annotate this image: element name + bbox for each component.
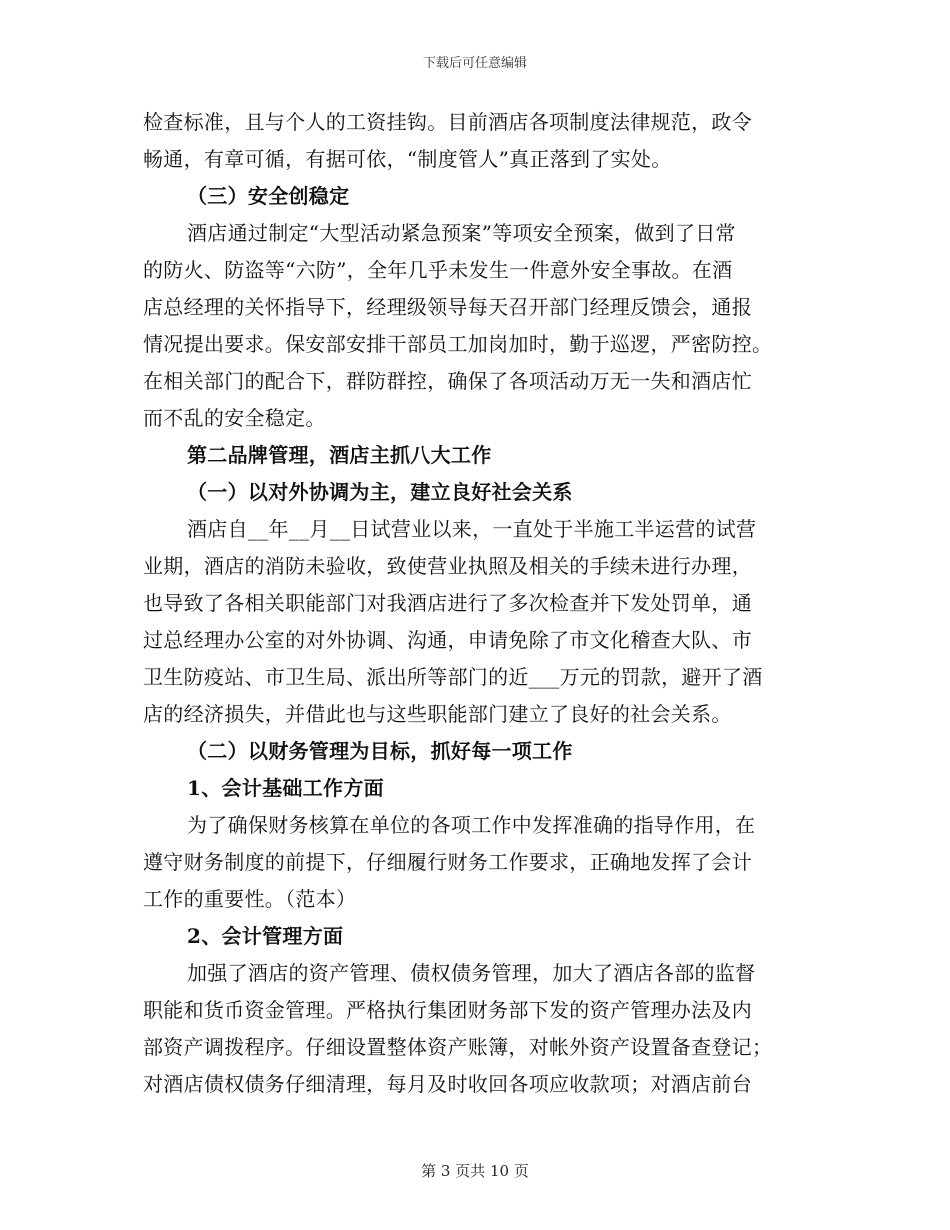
text-line: 情况提出要求。保安部安排干部员工加岗加时，勤于巡逻，严密防控。 xyxy=(143,332,773,356)
text-line: 酒店通过制定“大型活动紧急预案”等项安全预案，做到了日常 xyxy=(187,221,736,245)
text-line: 畅通，有章可循，有据可依，“制度管人”真正落到了实处。 xyxy=(143,147,672,171)
text-line: 为了确保财务核算在单位的各项工作中发挥准确的指导作用，在 xyxy=(187,813,756,837)
text-line: 在相关部门的配合下，群防群控，确保了各项活动万无一失和酒店忙 xyxy=(143,369,752,393)
section-heading: 2、会计管理方面 xyxy=(187,924,344,948)
section-heading: （二）以财务管理为目标，抓好每一项工作 xyxy=(187,739,573,763)
section-heading: 第二品牌管理，酒店主抓八大工作 xyxy=(187,443,492,467)
text-line: 检查标准，且与个人的工资挂钩。目前酒店各项制度法律规范，政令 xyxy=(143,110,752,134)
text-line: 加强了酒店的资产管理、债权债务管理，加大了酒店各部的监督 xyxy=(187,961,756,985)
section-heading: 1、会计基础工作方面 xyxy=(187,776,384,800)
section-heading: （一）以对外协调为主，建立良好社会关系 xyxy=(187,480,573,504)
text-line: 店总经理的关怀指导下，经理级领导每天召开部门经理反馈会，通报 xyxy=(143,295,752,319)
text-line: 工作的重要性。（范本） xyxy=(143,887,357,911)
text-line: 业期，酒店的消防未验收，致使营业执照及相关的手续未进行办理， xyxy=(143,554,752,578)
text-line: 的防火、防盗等“六防”，全年几乎未发生一件意外安全事故。在酒 xyxy=(143,258,733,282)
text-line: 过总经理办公室的对外协调、沟通，申请免除了市文化稽查大队、市 xyxy=(143,628,752,652)
text-line: 卫生防疫站、市卫生局、派出所等部门的近___万元的罚款，避开了酒 xyxy=(143,665,763,689)
text-line: 店的经济损失，并借此也与这些职能部门建立了良好的社会关系。 xyxy=(143,702,732,726)
section-heading: （三）安全创稳定 xyxy=(187,184,350,208)
page-footer: 第 3 页共 10 页 xyxy=(421,1162,529,1180)
text-line: 部资产调拨程序。仔细设置整体资产账簿，对帐外资产设置备查登记； xyxy=(143,1035,773,1059)
page-header: 下载后可任意编辑 xyxy=(422,56,527,71)
document-body xyxy=(143,104,807,1103)
text-line: 遵守财务制度的前提下，仔细履行财务工作要求，正确地发挥了会计 xyxy=(143,850,752,874)
text-line: 酒店自__年__月__日试营业以来，一直处于半施工半运营的试营 xyxy=(187,517,757,541)
text-line: 对酒店债权债务仔细清理，每月及时收回各项应收款项；对酒店前台 xyxy=(143,1072,752,1096)
text-line: 也导致了各相关职能部门对我酒店进行了多次检查并下发处罚单，通 xyxy=(143,591,752,615)
text-line: 职能和货币资金管理。严格执行集团财务部下发的资产管理办法及内 xyxy=(143,998,752,1022)
text-line: 而不乱的安全稳定。 xyxy=(143,406,326,430)
